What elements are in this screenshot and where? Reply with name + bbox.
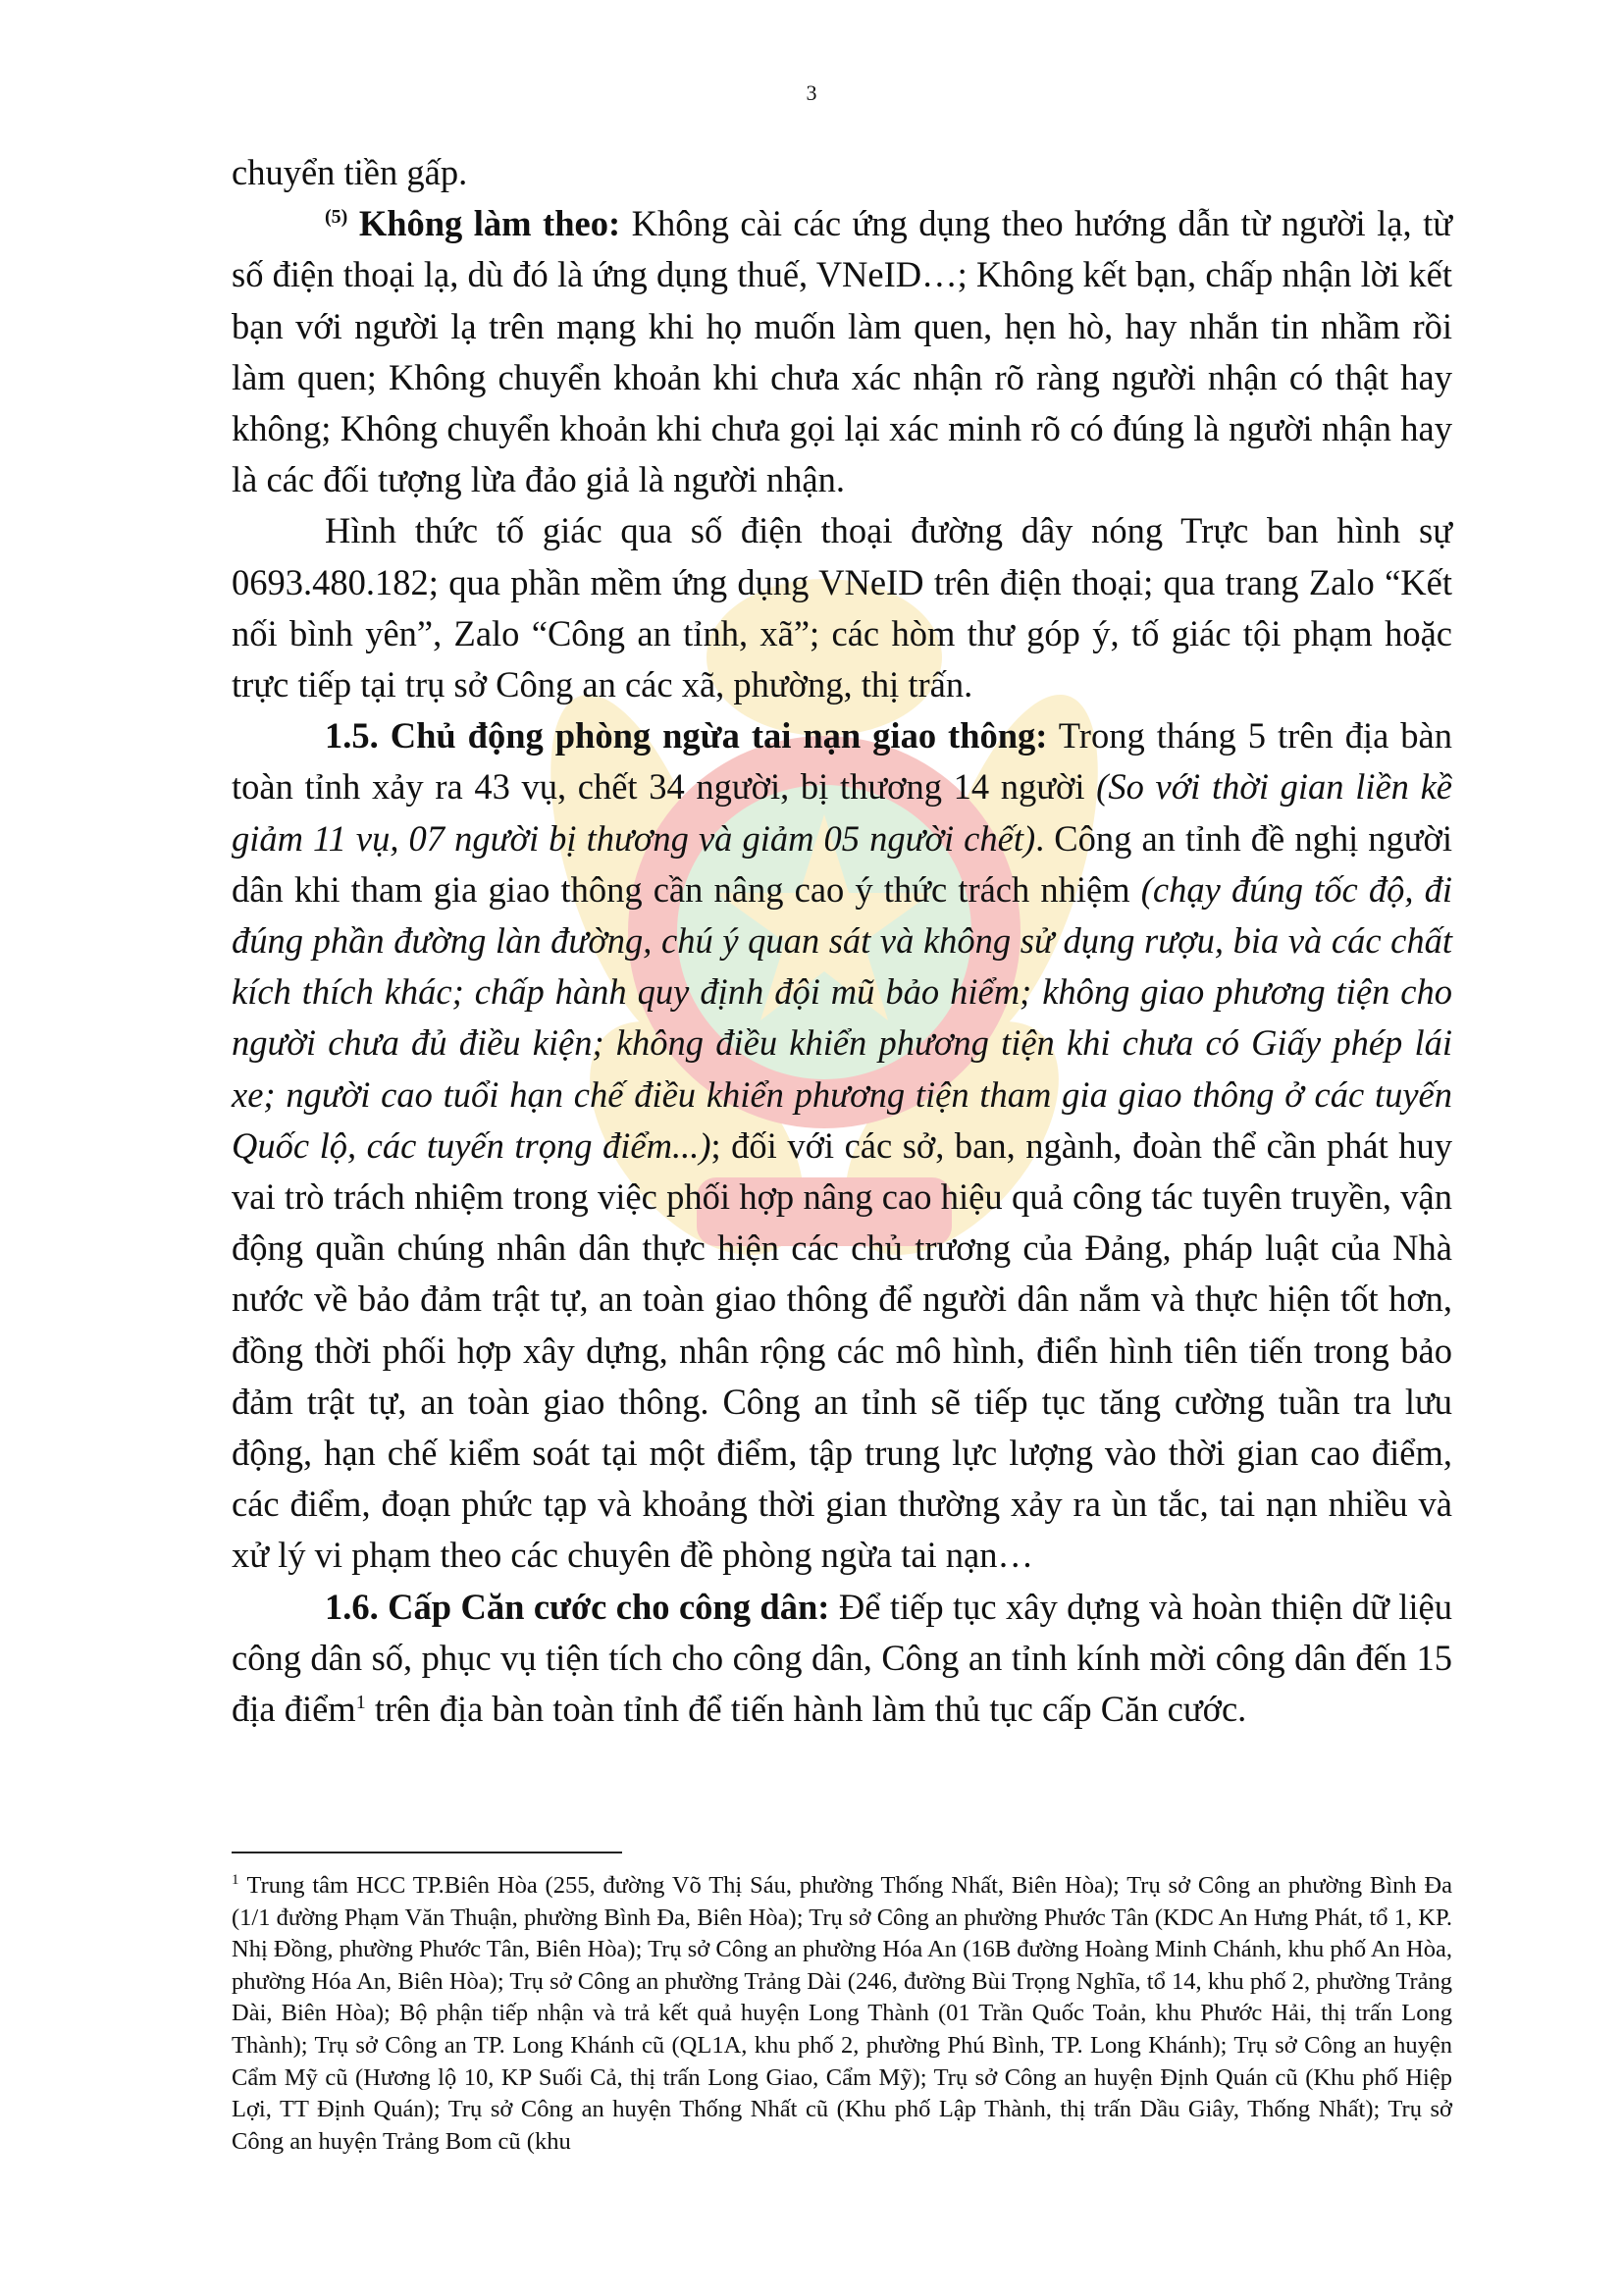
section-italic-list: (chạy đúng tốc độ, đi đúng phần đường làn đường, chú ý quan sát và không sử dụng rượu, bia và các chất kích thích khác; chấp hành quy định đội mũ bảo hiểm; không giao phương tiện cho người chưa đủ điều kiện; không điều khiển phương tiện khi chưa có Giấy phép lái xe; người cao tuổi hạn chế điều khiển phương tiện tham gia giao thông ở các tuyến Quốc lộ, các tuyến trọng điểm...) [232,868,1453,1166]
section-1-5-traffic-safety [232,710,1452,1581]
footnote-divider [232,1852,622,1853]
section-text: ; đối với các sở, ban, ngành, đoàn thể cần phát huy vai trò trách nhiệm trong việc phối hợp nâng cao hiệu quả công tác tuyên truyền, vận động quần chúng nhân dân thực hiện các chủ trương của Đảng, pháp luật của Nhà nước về bảo đảm trật tự, an toàn giao thông để người dân nắm và thực hiện tốt hơn, đồng thời phối hợp xây dựng, nhân rộng các mô hình, điển hình tiên tiến trong bảo đảm trật tự, an toàn giao thông. Công an tỉnh sẽ tiếp tục tăng cường tuần tra lưu động, hạn chế kiểm soát tại một điểm, tập trung lực lượng vào thời gian cao điểm, các điểm, đoạn phức tạp và khoảng thời gian thường xảy ra ùn tắc, tai nạn nhiều và xử lý vi phạm theo các chuyên đề phòng ngừa tai nạn… [232,1124,1452,1576]
section-text: trên địa bàn toàn tỉnh để tiến hành làm thủ tục cấp Căn cước. [365,1689,1247,1730]
paragraph-khong-lam-theo [232,198,1452,505]
section-text: . Công an tỉnh đề nghị người dân khi tham gia giao thông cần nâng cao ý thức trách nhiệm [232,817,1452,910]
document-body [232,147,1452,1735]
paragraph-reporting-channels: Hình thức tố giác qua số điện thoại đường dây nóng Trực ban hình sự 0693.480.182; qua phần mềm ứng dụng VNeID trên điện thoại; qua trang Zalo “Kết nối bình yên”, Zalo “Công an tỉnh, xã”; các hòm thư góp ý, tố giác tội phạm hoặc trực tiếp tại trụ sở Công an các xã, phường, thị trấn. [232,510,1452,705]
section-1-6-id-card [232,1582,1452,1736]
footnote-text: Trung tâm HCC TP.Biên Hòa (255, đường Võ Thị Sáu, phường Thống Nhất, Biên Hòa); Trụ sở Công an phường Bình Đa (1/1 đường Phạm Văn Thuận, phường Bình Đa, Biên Hòa); Trụ sở Công an phường Phước Tân (KDC An Hưng Phát, tổ 1, KP. Nhị Đồng, phường Phước Tân, Biên Hòa); Trụ sở Công an phường Hóa An (16B đường Hoàng Minh Chánh, khu phố An Hòa, phường Hóa An, Biên Hòa); Trụ sở Công an phường Trảng Dài (246, đường Bùi Trọng Nghĩa, tổ 14, khu phố 2, phường Trảng Dài, Biên Hòa); Bộ phận tiếp nhận và trả kết quả huyện Long Thành (01 Trần Quốc Toản, khu Phước Hải, thị trấn Long Thành); Trụ sở Công an TP. Long Khánh cũ (QL1A, khu phố 2, phường Phú Bình, TP. Long Khánh); Trụ sở Công an huyện Cẩm Mỹ cũ (Hương lộ 10, KP Suối Cả, thị trấn Long Giao, Cẩm Mỹ); Trụ sở Công an huyện Định Quán cũ (Khu phố Hiệp Lợi, TT Định Quán); Trụ sở Công an huyện Thống Nhất cũ (Khu phố Lập Thành, thị trấn Dầu Giây, Thống Nhất); Trụ sở Công an huyện Trảng Bom cũ (khu [232,1872,1452,2155]
section-heading: 1.6. Cấp Căn cước cho công dân: [325,1586,830,1627]
footnote-area [232,1870,1452,2158]
page-number: 3 [806,80,817,105]
section-heading: 1.5. Chủ động phòng ngừa tai nạn giao thông: [325,715,1048,757]
section-italic-note: (So với thời gian liền kề giảm 11 vụ, 07 người bị thương và giảm 05 người chết) [232,766,1452,859]
item-number: (5) [325,206,348,229]
item-text: Không cài các ứng dụng theo hướng dẫn từ người lạ, từ số điện thoại lạ, dù đó là ứng dụng thuế, VNeID…; Không kết bạn, chấp nhận lời kết bạn với người lạ trên mạng khi họ muốn làm quen, hẹn hò, hay nhắn tin nhầm rồi làm quen; Không chuyển khoản khi chưa xác nhận rõ ràng người nhận có thật hay không; Không chuyển khoản khi chưa gọi lại xác minh rõ có đúng là người nhận hay là các đối tượng lừa đảo giả là người nhận. [232,203,1452,500]
continuation-paragraph: chuyển tiền gấp. [232,152,468,192]
section-text: Trong tháng 5 trên địa bàn toàn tỉnh xảy ra 43 vụ, chết 34 người, bị thương 14 người [232,715,1452,808]
section-text: Để tiếp tục xây dựng và hoàn thiện dữ liệu công dân số, phục vụ tiện tích cho công dân, Công an tỉnh kính mời công dân đến 15 địa điểm [232,1586,1452,1730]
item-heading: Không làm theo: [358,203,621,244]
footnote-mark: 1 [232,1871,239,1888]
footnote-reference: 1 [355,1691,366,1713]
